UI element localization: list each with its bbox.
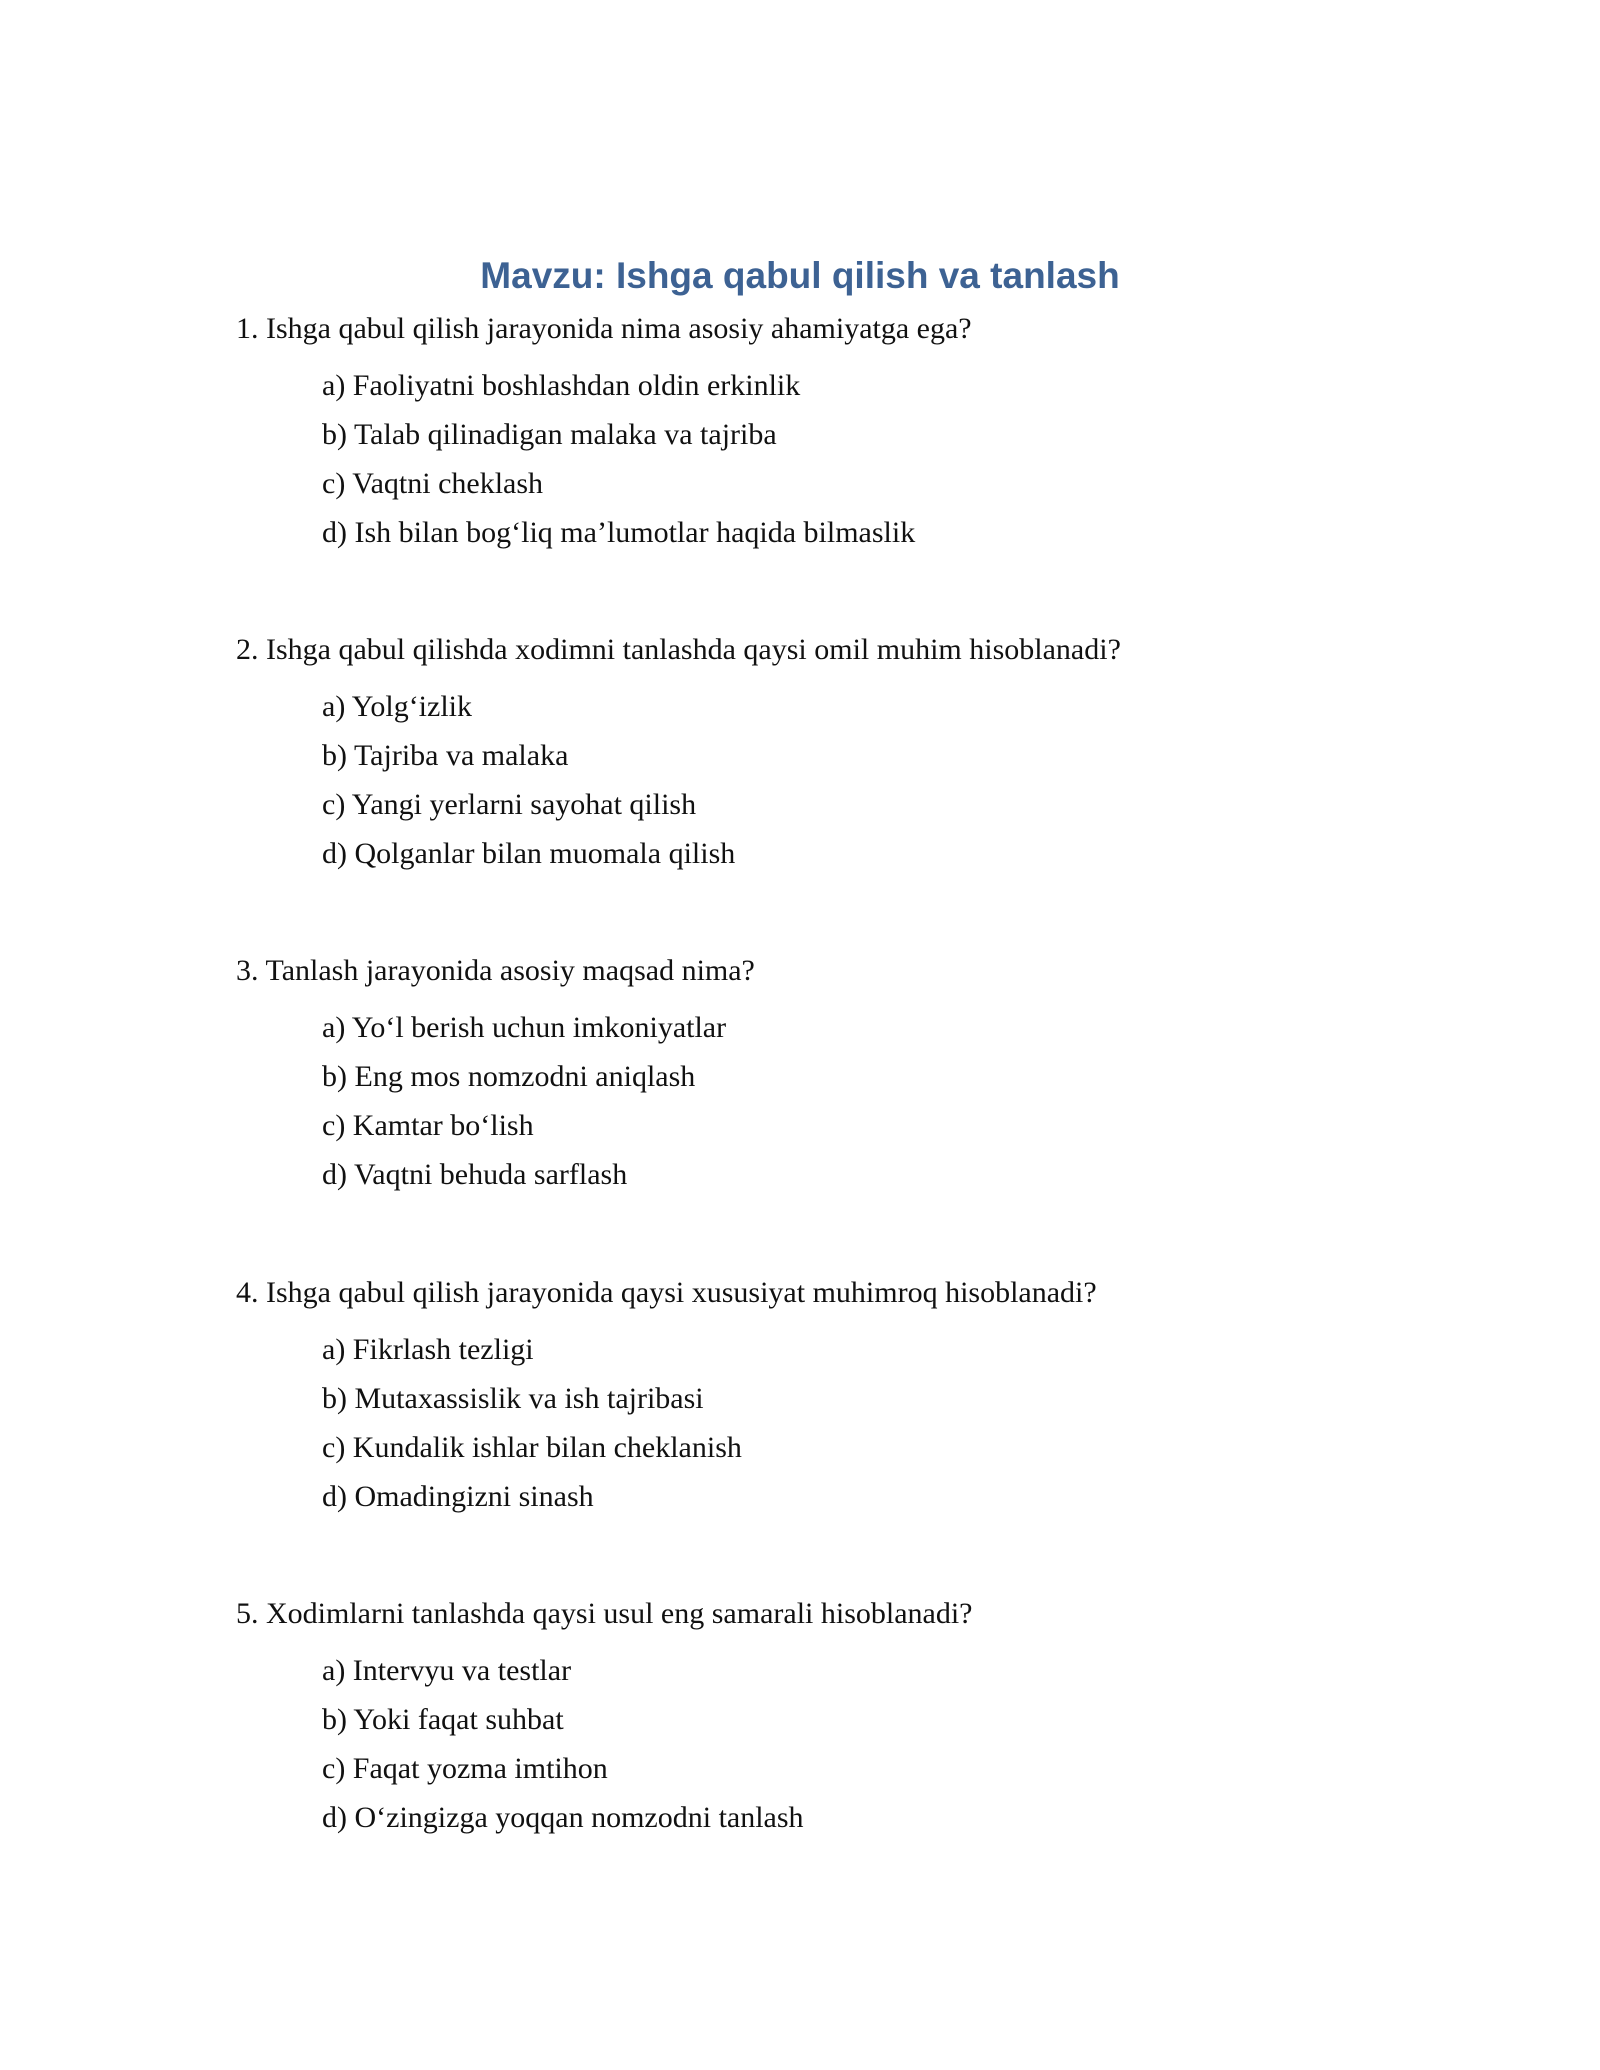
question-5-option-c: c) Faqat yozma imtihon	[322, 1752, 608, 1785]
question-4: 4. Ishga qabul qilish jarayonida qaysi xususiyat muhimroq hisoblanadi?	[236, 1276, 1097, 1309]
question-2-option-b: b) Tajriba va malaka	[322, 739, 569, 772]
question-3-option-d: d) Vaqtni behuda sarflash	[322, 1158, 628, 1191]
question-2-option-d: d) Qolganlar bilan muomala qilish	[322, 837, 736, 870]
question-1-option-b: b) Talab qilinadigan malaka va tajriba	[322, 418, 777, 451]
question-4-option-a: a) Fikrlash tezligi	[322, 1333, 534, 1366]
question-3-option-a: a) Yo‘l berish uchun imkoniyatlar	[322, 1011, 727, 1044]
question-4-option-d: d) Omadingizni sinash	[322, 1480, 594, 1513]
question-1-option-d: d) Ish bilan bog‘liq ma’lumotlar haqida bilmaslik	[322, 516, 916, 549]
question-3-option-b: b) Eng mos nomzodni aniqlash	[322, 1060, 696, 1093]
question-5-option-b: b) Yoki faqat suhbat	[322, 1703, 564, 1736]
question-2-option-c: c) Yangi yerlarni sayohat qilish	[322, 788, 697, 821]
question-5: 5. Xodimlarni tanlashda qaysi usul eng samarali hisoblanadi?	[236, 1597, 973, 1630]
question-3: 3. Tanlash jarayonida asosiy maqsad nima?	[236, 954, 755, 987]
question-1: 1. Ishga qabul qilish jarayonida nima asosiy ahamiyatga ega?	[236, 312, 972, 345]
document-title: Mavzu: Ishga qabul qilish va tanlash	[480, 255, 1120, 296]
question-5-option-d: d) O‘zingizga yoqqan nomzodni tanlash	[322, 1801, 804, 1834]
question-4-option-b: b) Mutaxassislik va ish tajribasi	[322, 1382, 704, 1415]
question-2-option-a: a) Yolg‘izlik	[322, 690, 472, 723]
question-5-option-a: a) Intervyu va testlar	[322, 1654, 572, 1687]
question-2: 2. Ishga qabul qilishda xodimni tanlashda qaysi omil muhim hisoblanadi?	[236, 633, 1121, 666]
question-1-option-c: c) Vaqtni cheklash	[322, 467, 544, 500]
question-1-option-a: a) Faoliyatni boshlashdan oldin erkinlik	[322, 369, 801, 402]
question-4-option-c: c) Kundalik ishlar bilan cheklanish	[322, 1431, 742, 1464]
question-3-option-c: c) Kamtar bo‘lish	[322, 1109, 534, 1142]
